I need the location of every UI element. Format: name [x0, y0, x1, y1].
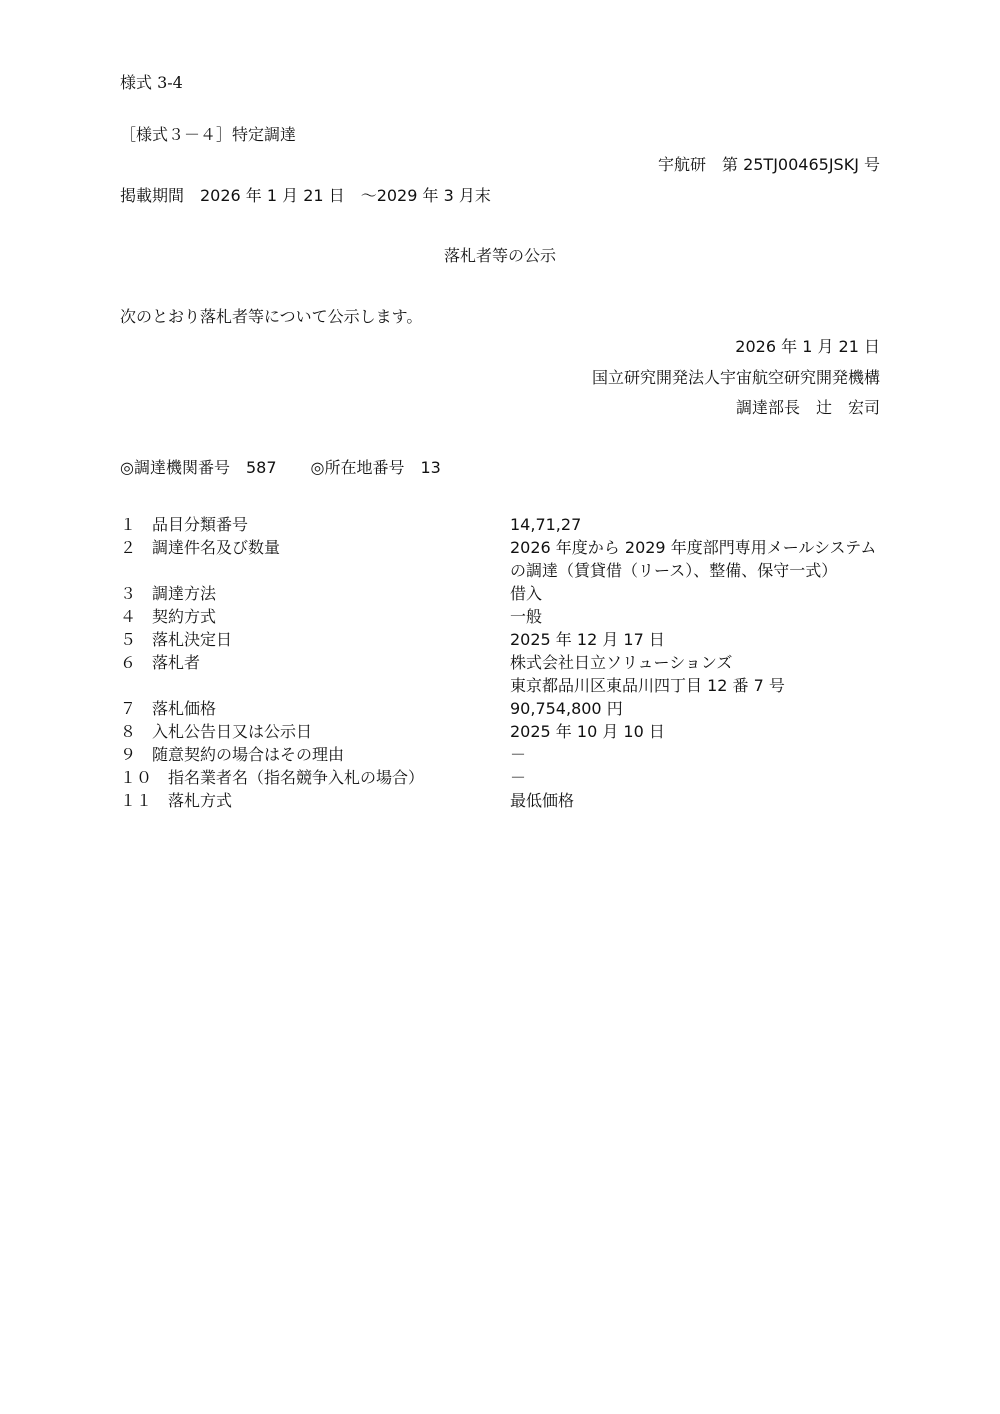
item-label: ２ 調達件名及び数量	[120, 538, 281, 557]
item-value-line: 2025 年 12 月 17 日	[510, 630, 665, 649]
reference-number: 宇航研 第 25TJ00465JSKJ 号	[657, 155, 880, 174]
list-item	[120, 720, 880, 743]
item-value-line: 一般	[510, 607, 543, 626]
item-value-line: 借入	[510, 584, 543, 603]
item-value	[510, 789, 880, 812]
list-item	[120, 697, 880, 720]
list-item	[120, 628, 880, 651]
item-value	[510, 697, 880, 720]
list-item	[120, 789, 880, 812]
item-value	[510, 605, 880, 628]
item-label: ５ 落札決定日	[120, 630, 233, 649]
list-item	[120, 605, 880, 628]
code-line	[120, 458, 441, 478]
posting-period: 掲載期間 2026 年 1 月 21 日 ～2029 年 3 月末	[120, 186, 491, 205]
item-value	[510, 743, 880, 766]
item-value	[510, 766, 880, 789]
agency-code: ◎調達機関番号 587	[120, 458, 277, 477]
item-value-line: －	[510, 745, 527, 764]
intro-text: 次のとおり落札者等について公示します。	[120, 307, 423, 326]
item-label: １ 品目分類番号	[120, 515, 249, 534]
list-item	[120, 651, 880, 697]
item-label: １１ 落札方式	[120, 791, 233, 810]
item-value-line: 株式会社日立ソリューションズ	[510, 653, 733, 672]
list-item	[120, 743, 880, 766]
list-item	[120, 582, 880, 605]
item-label: １０ 指名業者名（指名競争入札の場合）	[120, 768, 425, 787]
item-value	[510, 628, 880, 651]
item-value-line: 最低価格	[510, 791, 575, 810]
item-value-line: 東京都品川区東品川四丁目 12 番 7 号	[510, 676, 785, 695]
item-label: ６ 落札者	[120, 653, 201, 672]
form-number: 様式 3-4	[120, 73, 183, 92]
issue-date: 2026 年 1 月 21 日	[735, 337, 880, 356]
list-item	[120, 536, 880, 582]
item-value-line: の調達（賃貸借（リース）、整備、保守一式）	[510, 561, 838, 580]
item-value	[510, 651, 880, 697]
item-label: ４ 契約方式	[120, 607, 217, 626]
list-item	[120, 766, 880, 789]
item-value-line: 2025 年 10 月 10 日	[510, 722, 665, 741]
issuer-person: 調達部長 辻 宏司	[735, 398, 880, 417]
item-value	[510, 536, 880, 582]
form-title: ［様式３－４］特定調達	[120, 125, 297, 144]
item-value-line: 90,754,800 円	[510, 699, 623, 718]
page-title: 落札者等の公示	[443, 246, 556, 265]
item-label: ７ 落札価格	[120, 699, 217, 718]
item-value-line: －	[510, 768, 527, 787]
item-value-line: 2026 年度から 2029 年度部門専用メールシステム	[510, 538, 877, 557]
item-value	[510, 513, 880, 536]
location-code: ◎所在地番号 13	[310, 458, 441, 477]
item-value	[510, 720, 880, 743]
item-list	[120, 513, 880, 812]
item-value	[510, 582, 880, 605]
item-value-line: 14,71,27	[510, 515, 582, 534]
item-label: ９ 随意契約の場合はその理由	[120, 745, 345, 764]
issuer-organization: 国立研究開発法人宇宙航空研究開発機構	[591, 368, 880, 387]
item-label: ３ 調達方法	[120, 584, 217, 603]
item-label: ８ 入札公告日又は公示日	[120, 722, 313, 741]
list-item	[120, 513, 880, 536]
